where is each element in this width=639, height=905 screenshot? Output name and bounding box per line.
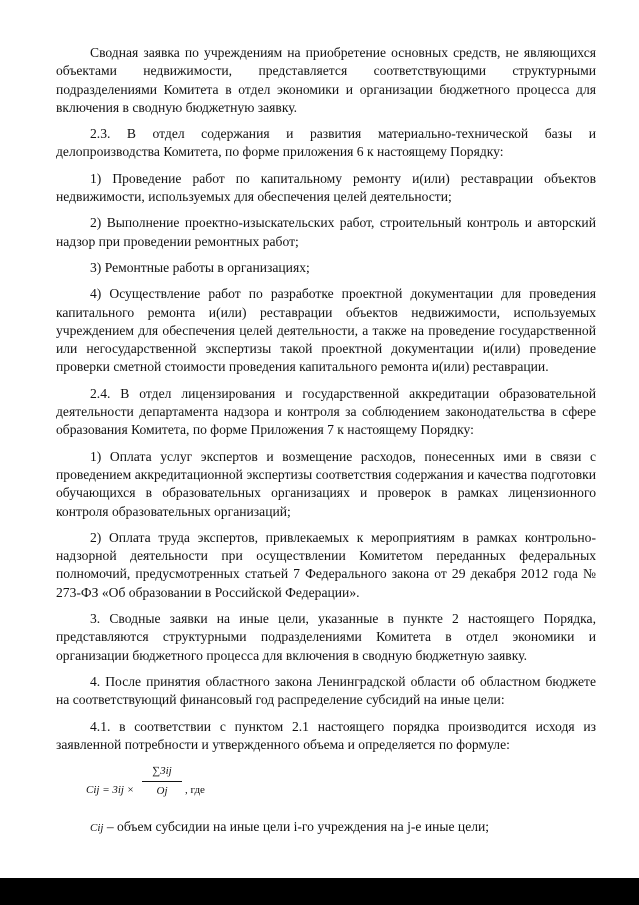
formula-fraction — [142, 762, 182, 801]
list-item-2-4-1: 1) Оплата услуг экспертов и возмещение расходов, понесенных ими в связи с проведением аккредитационной экспертизы соответствия содержания и качества подготовки обучающихся в образовательных организациях и проверок в рамках лицензионного контроля образовательных организаций; — [56, 448, 596, 519]
list-item-2-3-4: 4) Осуществление работ по разработке проектной документации для проведения капитального ремонта и(или) реставрации объектов недвижимости, используемых учреждением для обеспечения целей деятельности, а также на проведение государственной или негосударственной экспертизы такой проектной документации и(или) проведение проверки сметной стоимости проведения капитального ремонта и(или) реставрации. — [56, 286, 596, 375]
formula-denominator: Oj — [156, 785, 168, 798]
paragraph-2-3: 2.3. В отдел содержания и развития материально-технической базы и делопроизводства Комитета, по форме приложения 6 к настоящему Порядку: — [56, 126, 596, 160]
list-item-2-3-1: 1) Проведение работ по капитальному ремонту и(или) реставрации объектов недвижимости, используемых для обеспечения целей деятельности; — [56, 170, 596, 205]
definition-text: – объем субсидии на иные цели i-го учреждения на j-е иные цели; — [103, 819, 490, 835]
list-item-2-3-3: 3) Ремонтные работы в организациях; — [90, 259, 310, 275]
subsidy-formula — [86, 762, 596, 808]
formula-suffix: , где — [185, 784, 205, 797]
paragraph-3: 3. Сводные заявки на иные цели, указанные в пункте 2 настоящего Порядка, представляются структурными подразделениями Комитета в отдел экономики и организации бюджетного процесса для включения в сводную бюджетную заявку. — [56, 611, 596, 663]
scan-bottom-edge — [0, 878, 639, 905]
paragraph-summary-request: Сводная заявка по учреждениям на приобретение основных средств, не являющихся объектами недвижимости, представляется соответствующими структурными подразделениями Комитета в отдел экономики и организации бюджетного процесса для включения в сводную бюджетную заявку. — [56, 45, 596, 115]
paragraph-4-1: 4.1. в соответствии с пунктом 2.1 настоящего порядка производится исходя из заявленной потребности и утвержденного объема и определяется по формуле: — [56, 718, 596, 752]
paragraph-2-4: 2.4. В отдел лицензирования и государственной аккредитации образовательной деятельности департамента надзора и контроля за соблюдением законодательства в сфере образования Комитета, по форме Приложения 7 к настоящему Порядку: — [56, 385, 596, 438]
paragraph-4: 4. После принятия областного закона Ленинградской области об областном бюджете на соответствующий финансовый год распределение субсидий на иные цели: — [56, 673, 596, 708]
list-item-2-4-2: 2) Оплата труда экспертов, привлекаемых к мероприятиям в рамках контрольно-надзорной деятельности при осуществлении Комитетом переданных федеральных полномочий, предусмотренных статьей 7 Федерального закона от 29 декабря 2012 года № 273-ФЗ «Об образовании в Российской Федерации». — [56, 529, 596, 600]
definition-line — [56, 818, 596, 837]
formula-lhs: Cij = 3ij × — [86, 784, 135, 797]
formula-numerator: ∑3ij — [142, 762, 182, 782]
list-item-2-3-2: 2) Выполнение проектно-изыскательских работ, строительный контроль и авторский надзор при проведении ремонтных работ; — [56, 215, 596, 249]
definition-symbol: Cij — [90, 822, 104, 835]
document-body — [56, 44, 596, 845]
